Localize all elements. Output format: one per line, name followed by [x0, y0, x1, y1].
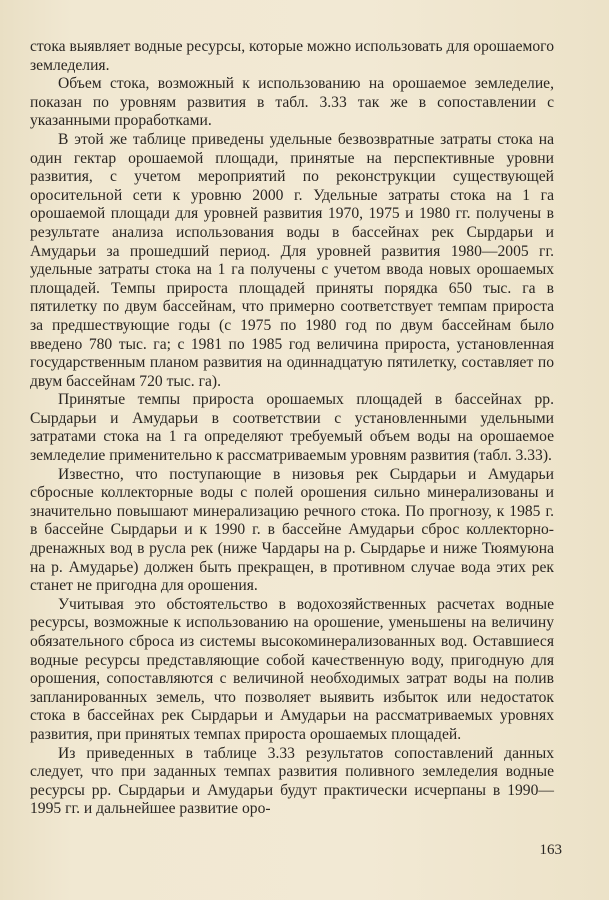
- text-column: [30, 38, 554, 819]
- paragraph-3: В этой же таблице приведены удельные безвозвратные затраты стока на один гектар орошаемой площади, принятые на перспективные уровни развития, с учетом мероприятий по реконструкции существующей оросительной сети к уровню 2000 г. Удельные затраты стока на 1 га орошаемой площади для уровней развития 1970, 1975 и 1980 гг. получены в результате анализа использования воды в бассейнах рек Сырдарьи и Амударьи за прошедший период. Для уровней развития 1980—2005 гг. удельные затраты стока на 1 га получены с учетом ввода новых орошаемых площадей. Темпы прироста площадей приняты порядка 650 тыс. га в пятилетку по двум бассейнам, что примерно соответствует темпам прироста за предшествующие годы (с 1975 по 1980 год по двум бассейнам было введено 780 тыс. га; с 1981 по 1985 год величина прироста, установленная государственным планом развития на одиннадцатую пятилетку, составляет по двум бассейнам 720 тыс. га).: [30, 130, 554, 390]
- paragraph-4: Принятые темпы прироста орошаемых площадей в бассейнах рр. Сырдарьи и Амударьи в соответствии с установленными удельными затратами стока на 1 га определяют требуемый объем воды на орошаемое земледелие применительно к рассматриваемым уровням развития (табл. 3.33).: [30, 391, 554, 465]
- page-number: 163: [539, 842, 562, 858]
- paragraph-1: стока выявляет водные ресурсы, которые можно использовать для орошаемого земледелия.: [30, 38, 554, 74]
- paragraph-5: Известно, что поступающие в низовья рек Сырдарьи и Амударьи сбросные коллекторные воды с полей орошения сильно минерализованы и значительно повышают минерализацию речного стока. По прогнозу, к 1985 г. в бассейне Сырдарьи и к 1990 г. в бассейне Амударьи сброс коллекторно-дренажных вод в русла рек (ниже Чардары на р. Сырдарье и ниже Тюямуюна на р. Амударье) должен быть прекращен, в противном случае вода этих рек станет не пригодна для орошения.: [30, 465, 554, 595]
- paragraph-2: Объем стока, возможный к использованию на орошаемое земледелие, показан по уровням развития в табл. 3.33 так же в сопоставлении с указанными проработками.: [30, 75, 554, 130]
- paragraph-7: Из приведенных в таблице 3.33 результатов сопоставлений данных следует, что при заданных темпах развития поливного земледелия водные ресурсы рр. Сырдарьи и Амударьи будут практически исчерпаны в 1990—1995 гг. и дальнейшее развитие оро-: [30, 744, 554, 818]
- paragraph-6: Учитывая это обстоятельство в водохозяйственных расчетах водные ресурсы, возможные к использованию на орошение, уменьшены на величину обязательного сброса из системы высокоминерализованных вод. Оставшиеся водные ресурсы представляющие собой качественную воду, пригодную для орошения, сопоставляются с величиной необходимых затрат воды на полив запланированных земель, что позволяет выявить избыток или недостаток стока в бассейнах рек Сырдарьи и Амударьи на рассматриваемых уровнях развития, при принятых темпах прироста орошаемых площадей.: [30, 595, 554, 743]
